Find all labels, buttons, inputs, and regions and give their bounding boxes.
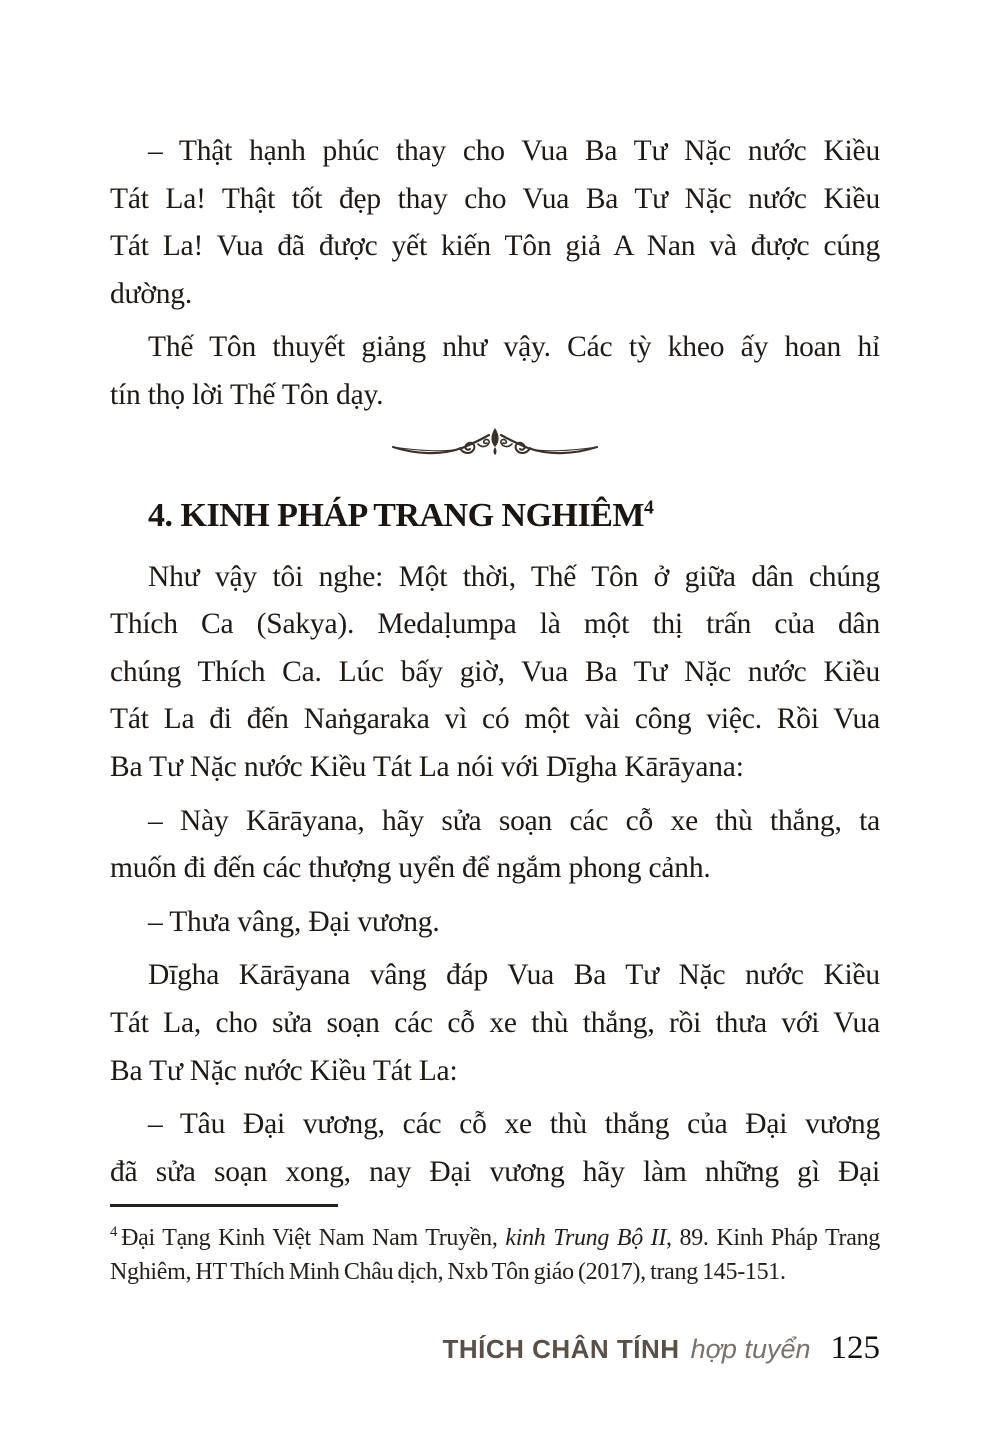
text-line: – Thưa vâng, Đại vương. bbox=[148, 905, 440, 938]
heading-footnote-ref: 4 bbox=[643, 496, 654, 519]
text-line: dường. bbox=[110, 277, 193, 310]
text-line: Như vậy tôi nghe: Một thời, Thế Tôn ở giữa dân chúng bbox=[148, 560, 880, 593]
footer-author: THÍCH CHÂN TÍNH bbox=[442, 1334, 680, 1364]
text-line: Dīgha Kārāyana vâng đáp Vua Ba Tư Nặc nước Kiều bbox=[148, 959, 880, 992]
footnote-marker: 4 bbox=[110, 1224, 118, 1240]
text-line: – Thật hạnh phúc thay cho Vua Ba Tư Nặc nước Kiều bbox=[148, 135, 880, 167]
text-line: Tát La, cho sửa soạn các cỗ xe thù thắng, rồi thưa với Vua bbox=[110, 1006, 880, 1039]
paragraph bbox=[110, 798, 880, 893]
footnote-text-segment: kinh Trung Bộ II bbox=[505, 1225, 667, 1251]
text-line: Ba Tư Nặc nước Kiều Tát La nói với Dīgha Kārāyana: bbox=[110, 750, 744, 783]
text-line: đã sửa soạn xong, nay Đại vương hãy làm những gì Đại bbox=[110, 1155, 880, 1188]
paragraph bbox=[110, 1101, 880, 1196]
heading-number: 4. bbox=[148, 496, 181, 534]
text-line: – Này Kārāyana, hãy sửa soạn các cỗ xe thù thắng, ta bbox=[148, 804, 880, 837]
heading-title: KINH PHÁP TRANG NGHIÊM bbox=[180, 496, 644, 534]
flourish-divider bbox=[110, 426, 880, 460]
main-text bbox=[110, 128, 880, 1202]
text-line: Ba Tư Nặc nước Kiều Tát La: bbox=[110, 1054, 458, 1087]
text-line: Tát La! Thật tốt đẹp thay cho Vua Ba Tư Nặc nước Kiều bbox=[110, 182, 880, 215]
text-line: muốn đi đến các thượng uyển để ngắm phong cảnh. bbox=[110, 852, 711, 885]
footnote-text-segment: , 89. Kinh Pháp Trang Nghiêm, HT Thích Minh Châu dịch, Nxb Tôn giáo (2017), trang 145-151. bbox=[110, 1225, 880, 1285]
paragraph bbox=[110, 952, 880, 1095]
footer-subtitle: hợp tuyển bbox=[690, 1334, 811, 1364]
footnote-text-segment: Đại Tạng Kinh Việt Nam Nam Truyền, bbox=[121, 1225, 506, 1251]
page-footer bbox=[442, 1330, 880, 1367]
section-heading bbox=[110, 494, 880, 538]
paragraph bbox=[110, 899, 880, 947]
text-line: tín thọ lời Thế Tôn dạy. bbox=[110, 378, 384, 411]
flourish-divider-icon bbox=[390, 426, 600, 460]
text-line: chúng Thích Ca. Lúc bấy giờ, Vua Ba Tư Nặc nước Kiều bbox=[110, 655, 880, 688]
paragraph bbox=[110, 554, 880, 792]
text-line: – Tâu Đại vương, các cỗ xe thù thắng của Đại vương bbox=[148, 1108, 880, 1141]
footnote-text bbox=[110, 1221, 880, 1289]
page-number: 125 bbox=[830, 1330, 880, 1366]
footnote-rule bbox=[110, 1204, 338, 1207]
text-line: Tát La đi đến Naṅgaraka vì có một vài công việc. Rồi Vua bbox=[110, 703, 880, 736]
text-line: Thế Tôn thuyết giảng như vậy. Các tỳ kheo ấy hoan hỉ bbox=[148, 331, 880, 364]
footnote-section bbox=[110, 1204, 880, 1289]
text-line: Thích Ca (Sakya). Medaḷumpa là một thị trấn của dân bbox=[110, 608, 880, 641]
paragraph bbox=[110, 128, 880, 318]
text-line: Tát La! Vua đã được yết kiến Tôn giả A Nan và được cúng bbox=[110, 230, 880, 263]
paragraph bbox=[110, 324, 880, 419]
